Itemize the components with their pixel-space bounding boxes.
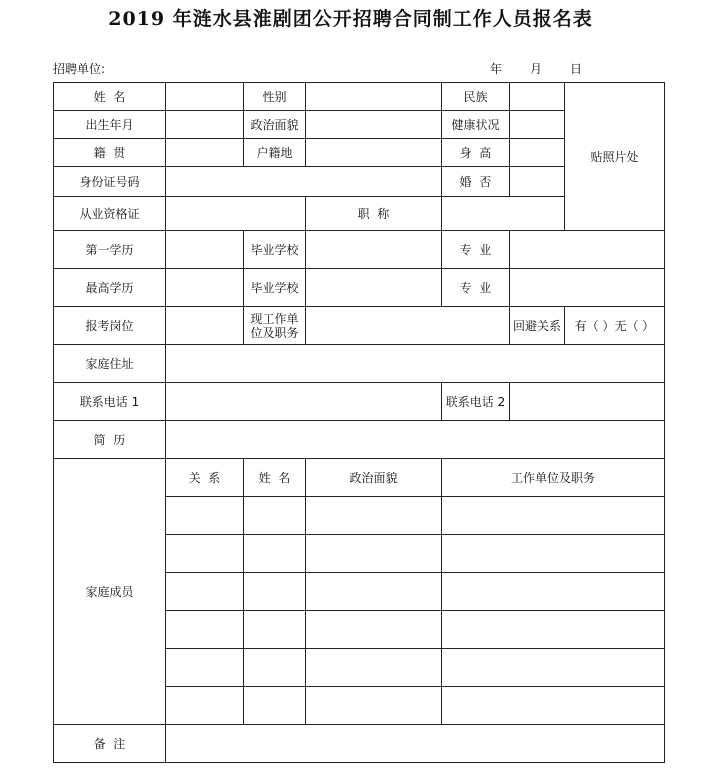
phone1-field[interactable] — [166, 383, 442, 421]
native-place-field[interactable] — [166, 139, 244, 167]
family-name-cell[interactable] — [244, 573, 306, 611]
family-relation-cell[interactable] — [166, 611, 244, 649]
work-unit-label: 现工作单位及职务 — [244, 307, 306, 345]
recruiting-unit-label: 招聘单位: — [53, 62, 106, 76]
family-header-political: 政治面貌 — [306, 459, 442, 497]
family-work-cell[interactable] — [442, 611, 665, 649]
major-1-label: 专 业 — [442, 231, 510, 269]
highest-edu-label: 最高学历 — [54, 269, 166, 307]
height-field[interactable] — [510, 139, 565, 167]
avoid-label: 回避关系 — [510, 307, 565, 345]
family-relation-cell[interactable] — [166, 573, 244, 611]
family-header-work: 工作单位及职务 — [442, 459, 665, 497]
resume-label: 简 历 — [54, 421, 166, 459]
id-number-label: 身份证号码 — [54, 167, 166, 197]
first-edu-field[interactable] — [166, 231, 244, 269]
avoid-options[interactable]: 有（ ）无（ ） — [565, 307, 665, 345]
family-relation-cell[interactable] — [166, 497, 244, 535]
health-field[interactable] — [510, 111, 565, 139]
position-label: 报考岗位 — [54, 307, 166, 345]
family-political-cell[interactable] — [306, 687, 442, 725]
form-title: 2019 年涟水县淮剧团公开招聘合同制工作人员报名表 — [108, 8, 593, 30]
height-label: 身 高 — [442, 139, 510, 167]
title-label: 职 称 — [306, 197, 442, 231]
family-relation-cell[interactable] — [166, 649, 244, 687]
grad-school-1-field[interactable] — [306, 231, 442, 269]
family-work-cell[interactable] — [442, 573, 665, 611]
family-name-cell[interactable] — [244, 649, 306, 687]
family-name-cell[interactable] — [244, 535, 306, 573]
qualification-label: 从业资格证 — [54, 197, 166, 231]
major-2-label: 专 业 — [442, 269, 510, 307]
family-political-cell[interactable] — [306, 649, 442, 687]
grad-school-1-label: 毕业学校 — [244, 231, 306, 269]
political-field[interactable] — [306, 111, 442, 139]
gender-label: 性别 — [244, 83, 306, 111]
grad-school-2-label: 毕业学校 — [244, 269, 306, 307]
name-field[interactable] — [166, 83, 244, 111]
political-label: 政治面貌 — [244, 111, 306, 139]
resume-field[interactable] — [166, 421, 665, 459]
family-relation-cell[interactable] — [166, 535, 244, 573]
major-1-field[interactable] — [510, 231, 665, 269]
family-label: 家庭成员 — [54, 459, 166, 725]
birth-field[interactable] — [166, 111, 244, 139]
name-label: 姓 名 — [54, 83, 166, 111]
family-political-cell[interactable] — [306, 611, 442, 649]
family-name-cell[interactable] — [244, 611, 306, 649]
native-place-label: 籍 贯 — [54, 139, 166, 167]
qualification-field[interactable] — [166, 197, 306, 231]
family-work-cell[interactable] — [442, 649, 665, 687]
birth-label: 出生年月 — [54, 111, 166, 139]
date-month-label: 月 — [530, 62, 543, 76]
health-label: 健康状况 — [442, 111, 510, 139]
ethnicity-label: 民族 — [442, 83, 510, 111]
registration-form-table — [53, 82, 665, 763]
household-label: 户籍地 — [244, 139, 306, 167]
family-name-cell[interactable] — [244, 687, 306, 725]
family-political-cell[interactable] — [306, 535, 442, 573]
title-field[interactable] — [442, 197, 565, 231]
photo-area[interactable]: 贴照片处 — [565, 83, 665, 231]
ethnicity-field[interactable] — [510, 83, 565, 111]
id-number-field[interactable] — [166, 167, 442, 197]
family-political-cell[interactable] — [306, 497, 442, 535]
family-header-name: 姓 名 — [244, 459, 306, 497]
phone1-label: 联系电话 1 — [54, 383, 166, 421]
grad-school-2-field[interactable] — [306, 269, 442, 307]
phone2-field[interactable] — [510, 383, 665, 421]
position-field[interactable] — [166, 307, 244, 345]
highest-edu-field[interactable] — [166, 269, 244, 307]
household-field[interactable] — [306, 139, 442, 167]
date-day-label: 日 — [570, 62, 583, 76]
family-work-cell[interactable] — [442, 687, 665, 725]
remarks-label: 备 注 — [54, 725, 166, 763]
first-edu-label: 第一学历 — [54, 231, 166, 269]
date-year-label: 年 — [490, 62, 503, 76]
address-field[interactable] — [166, 345, 665, 383]
family-work-cell[interactable] — [442, 535, 665, 573]
work-unit-field[interactable] — [306, 307, 510, 345]
marital-field[interactable] — [510, 167, 565, 197]
family-political-cell[interactable] — [306, 573, 442, 611]
family-name-cell[interactable] — [244, 497, 306, 535]
remarks-field[interactable] — [166, 725, 665, 763]
family-header-relation: 关 系 — [166, 459, 244, 497]
major-2-field[interactable] — [510, 269, 665, 307]
gender-field[interactable] — [306, 83, 442, 111]
phone2-label: 联系电话 2 — [442, 383, 510, 421]
family-relation-cell[interactable] — [166, 687, 244, 725]
marital-label: 婚 否 — [442, 167, 510, 197]
family-work-cell[interactable] — [442, 497, 665, 535]
address-label: 家庭住址 — [54, 345, 166, 383]
